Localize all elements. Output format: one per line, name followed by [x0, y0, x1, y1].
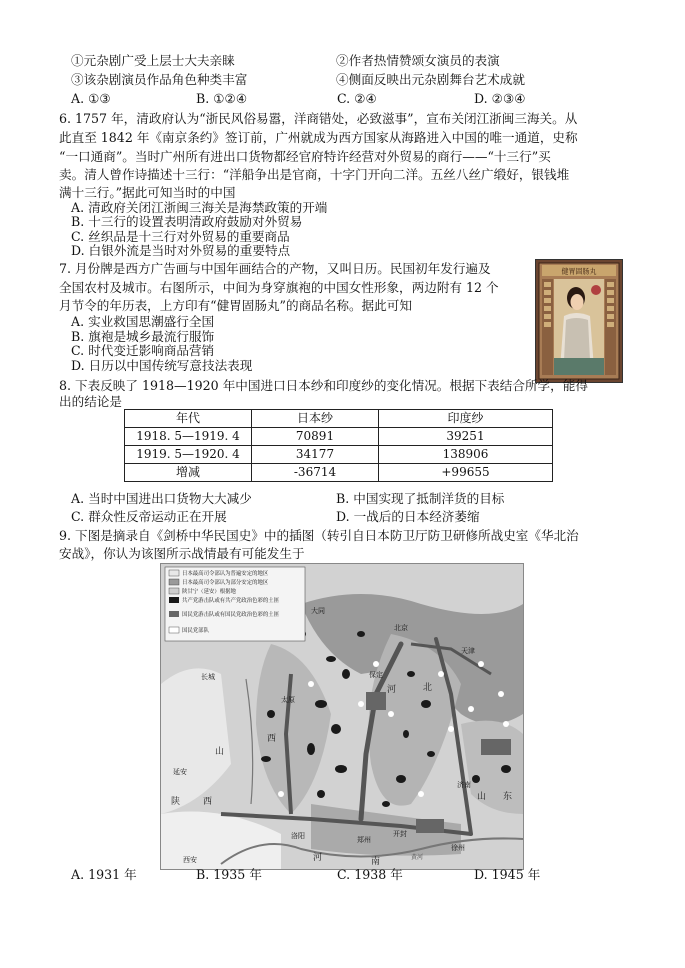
q8-stem-line1: 8. 下表反映了 1918—1920 年中国进口日本纱和印度纱的变化情况。根据下表结合所学，能得	[59, 378, 588, 393]
q5-choice-c: C. ②④	[337, 91, 377, 106]
q6-choice-d: D. 白银外流是当时对外贸易的重要特点	[71, 243, 291, 258]
table-cell: 1919. 5—1920. 4	[125, 446, 252, 464]
map-label-province: 河	[387, 685, 397, 695]
table-row	[125, 464, 553, 482]
table-cell: 39251	[379, 428, 553, 446]
map-label-river: 黄河	[411, 854, 424, 861]
map-label-datong: 大同	[311, 607, 325, 615]
poster-banner-text: 健胃固肠丸	[561, 267, 597, 276]
q7-stem-line1: 7. 月份牌是西方广告画与中国年画结合的产物，又叫日历。民国初年发行遍及	[59, 261, 491, 276]
map-label-xuzhou: 徐州	[451, 844, 465, 852]
q5-choice-a: A. ①③	[71, 91, 111, 106]
q9-choice-d: D. 1945 年	[474, 867, 541, 882]
q7-choice-a: A. 实业救国思潮盛行全国	[71, 314, 215, 329]
q6-stem-line1: 6. 1757 年，清政府认为“浙民风俗易嚣，洋商错处，必致滋事”，宣布关闭江浙闽三海关。从	[59, 111, 578, 126]
map-label-kaifeng: 开封	[393, 830, 407, 838]
q5-option-1: ①元杂剧广受上层士大夫亲睐	[71, 53, 235, 68]
map-label-province: 南	[371, 857, 381, 867]
map-label-taiyuan: 太原	[281, 696, 295, 704]
table-cell: -36714	[252, 464, 379, 482]
q7-choice-d: D. 日历以中国传统写意技法表现	[71, 358, 253, 373]
q6-stem-line5: 满十三行。”据此可知当时的中国	[59, 185, 236, 200]
map-label-province: 西	[267, 734, 277, 744]
q7-choice-b: B. 旗袍是城乡最流行服饰	[71, 329, 215, 344]
map-label-province: 山	[215, 747, 225, 757]
q8-choice-a: A. 当时中国进出口货物大大减少	[71, 491, 252, 506]
q6-stem-line3: “一口通商”。当时广州所有进出口货物都经官府特许经营对外贸易的商行——“十三行”买	[59, 149, 551, 164]
q6-stem-line4: 卖。清人曾作诗描述十三行：“洋船争出是官商，十字门开向二洋。五丝八丝广缎好，银钱堆	[59, 167, 570, 182]
map-label-xian: 西安	[183, 856, 197, 864]
q7-stem-line3: 月节令的年历表，上方印有“健胃固肠丸”的商品名称。据此可知	[59, 298, 412, 313]
map-label-province: 东	[503, 792, 513, 802]
q5-option-2: ②作者热情赞颂女演员的表演	[336, 53, 500, 68]
map-label-province: 陕	[171, 797, 181, 807]
q9-choice-b: B. 1935 年	[196, 867, 262, 882]
q8-choice-b: B. 中国实现了抵制洋货的目标	[336, 491, 505, 506]
q5-option-4: ④侧面反映出元杂剧舞台艺术成就	[336, 72, 525, 87]
map-label-beijing: 北京	[394, 624, 408, 632]
map-label-province: 河	[313, 853, 323, 863]
map-label-jinan: 济南	[457, 781, 471, 789]
yarn-import-table	[124, 409, 553, 482]
q9-choice-c: C. 1938 年	[337, 867, 403, 882]
map-label-tianjin: 天津	[461, 647, 475, 655]
q8-stem-line2: 出的结论是	[59, 394, 122, 409]
table-header-row	[125, 410, 553, 428]
q8-choice-c: C. 群众性反帝运动正在开展	[71, 509, 227, 524]
map-legend-item: 日本最高司令部认为部分安定的地区	[182, 580, 269, 586]
table-row	[125, 428, 553, 446]
map-label-province: 西	[203, 797, 213, 807]
table-cell: 138906	[379, 446, 553, 464]
map-legend-item: 日本最高司令部认为普遍安定的地区	[182, 571, 269, 577]
map-legend-item: 国民党部队	[182, 628, 209, 634]
calendar-poster-image	[535, 259, 623, 383]
q8-choice-d: D. 一战后的日本经济萎缩	[336, 509, 480, 524]
table-row	[125, 446, 553, 464]
map-label-province: 山	[477, 792, 487, 802]
q9-choice-a: A. 1931 年	[71, 867, 137, 882]
table-cell: +99655	[379, 464, 553, 482]
q9-stem-line1: 9. 下图是摘录自《剑桥中华民国史》中的插图（转引自日本防卫厅防卫研修所战史室《华北治	[59, 528, 579, 543]
map-label-changcheng: 长城	[201, 673, 215, 681]
q5-choice-d: D. ②③④	[474, 91, 526, 106]
table-header: 日本纱	[252, 410, 379, 428]
table-header: 印度纱	[379, 410, 553, 428]
q6-stem-line2: 此直至 1842 年《南京条约》签订前，广州就成为西方国家从海路进入中国的唯一通道，史称	[59, 130, 578, 145]
q5-option-3: ③该杂剧演员作品角色种类丰富	[71, 72, 248, 87]
q6-choice-c: C. 丝织品是十三行对外贸易的重要商品	[71, 229, 290, 244]
map-label-baoding: 保定	[369, 671, 383, 679]
map-label-yanan: 延安	[173, 768, 187, 776]
north-china-map	[160, 563, 524, 870]
q7-choice-c: C. 时代变迁影响商品营销	[71, 343, 215, 358]
table-cell: 34177	[252, 446, 379, 464]
map-label-province: 北	[423, 683, 433, 693]
map-legend-item: 国民党游击队或有国民党政治色彩的土匪	[182, 612, 280, 618]
q5-choice-b: B. ①②④	[196, 91, 248, 106]
table-cell: 增减	[125, 464, 252, 482]
table-cell: 70891	[252, 428, 379, 446]
q6-choice-a: A. 清政府关闭江浙闽三海关是海禁政策的开端	[71, 200, 328, 215]
map-legend-item: 陕甘宁（延安）根据地	[182, 589, 236, 595]
table-header: 年代	[125, 410, 252, 428]
q6-choice-b: B. 十三行的设置表明清政府鼓励对外贸易	[71, 214, 303, 229]
map-label-zhengzhou: 郑州	[357, 836, 371, 844]
map-label-luoyang: 洛阳	[291, 832, 305, 840]
q7-stem-line2: 全国农村及城市。右图所示，中间为身穿旗袍的中国女性形象，两边附有 12 个	[59, 280, 499, 295]
table-cell: 1918. 5—1919. 4	[125, 428, 252, 446]
map-legend-item: 共产党游击队或有共产党政治色彩的土匪	[182, 598, 280, 604]
q9-stem-line2: 安战》，你认为该图所示战情最有可能发生于	[59, 546, 305, 561]
